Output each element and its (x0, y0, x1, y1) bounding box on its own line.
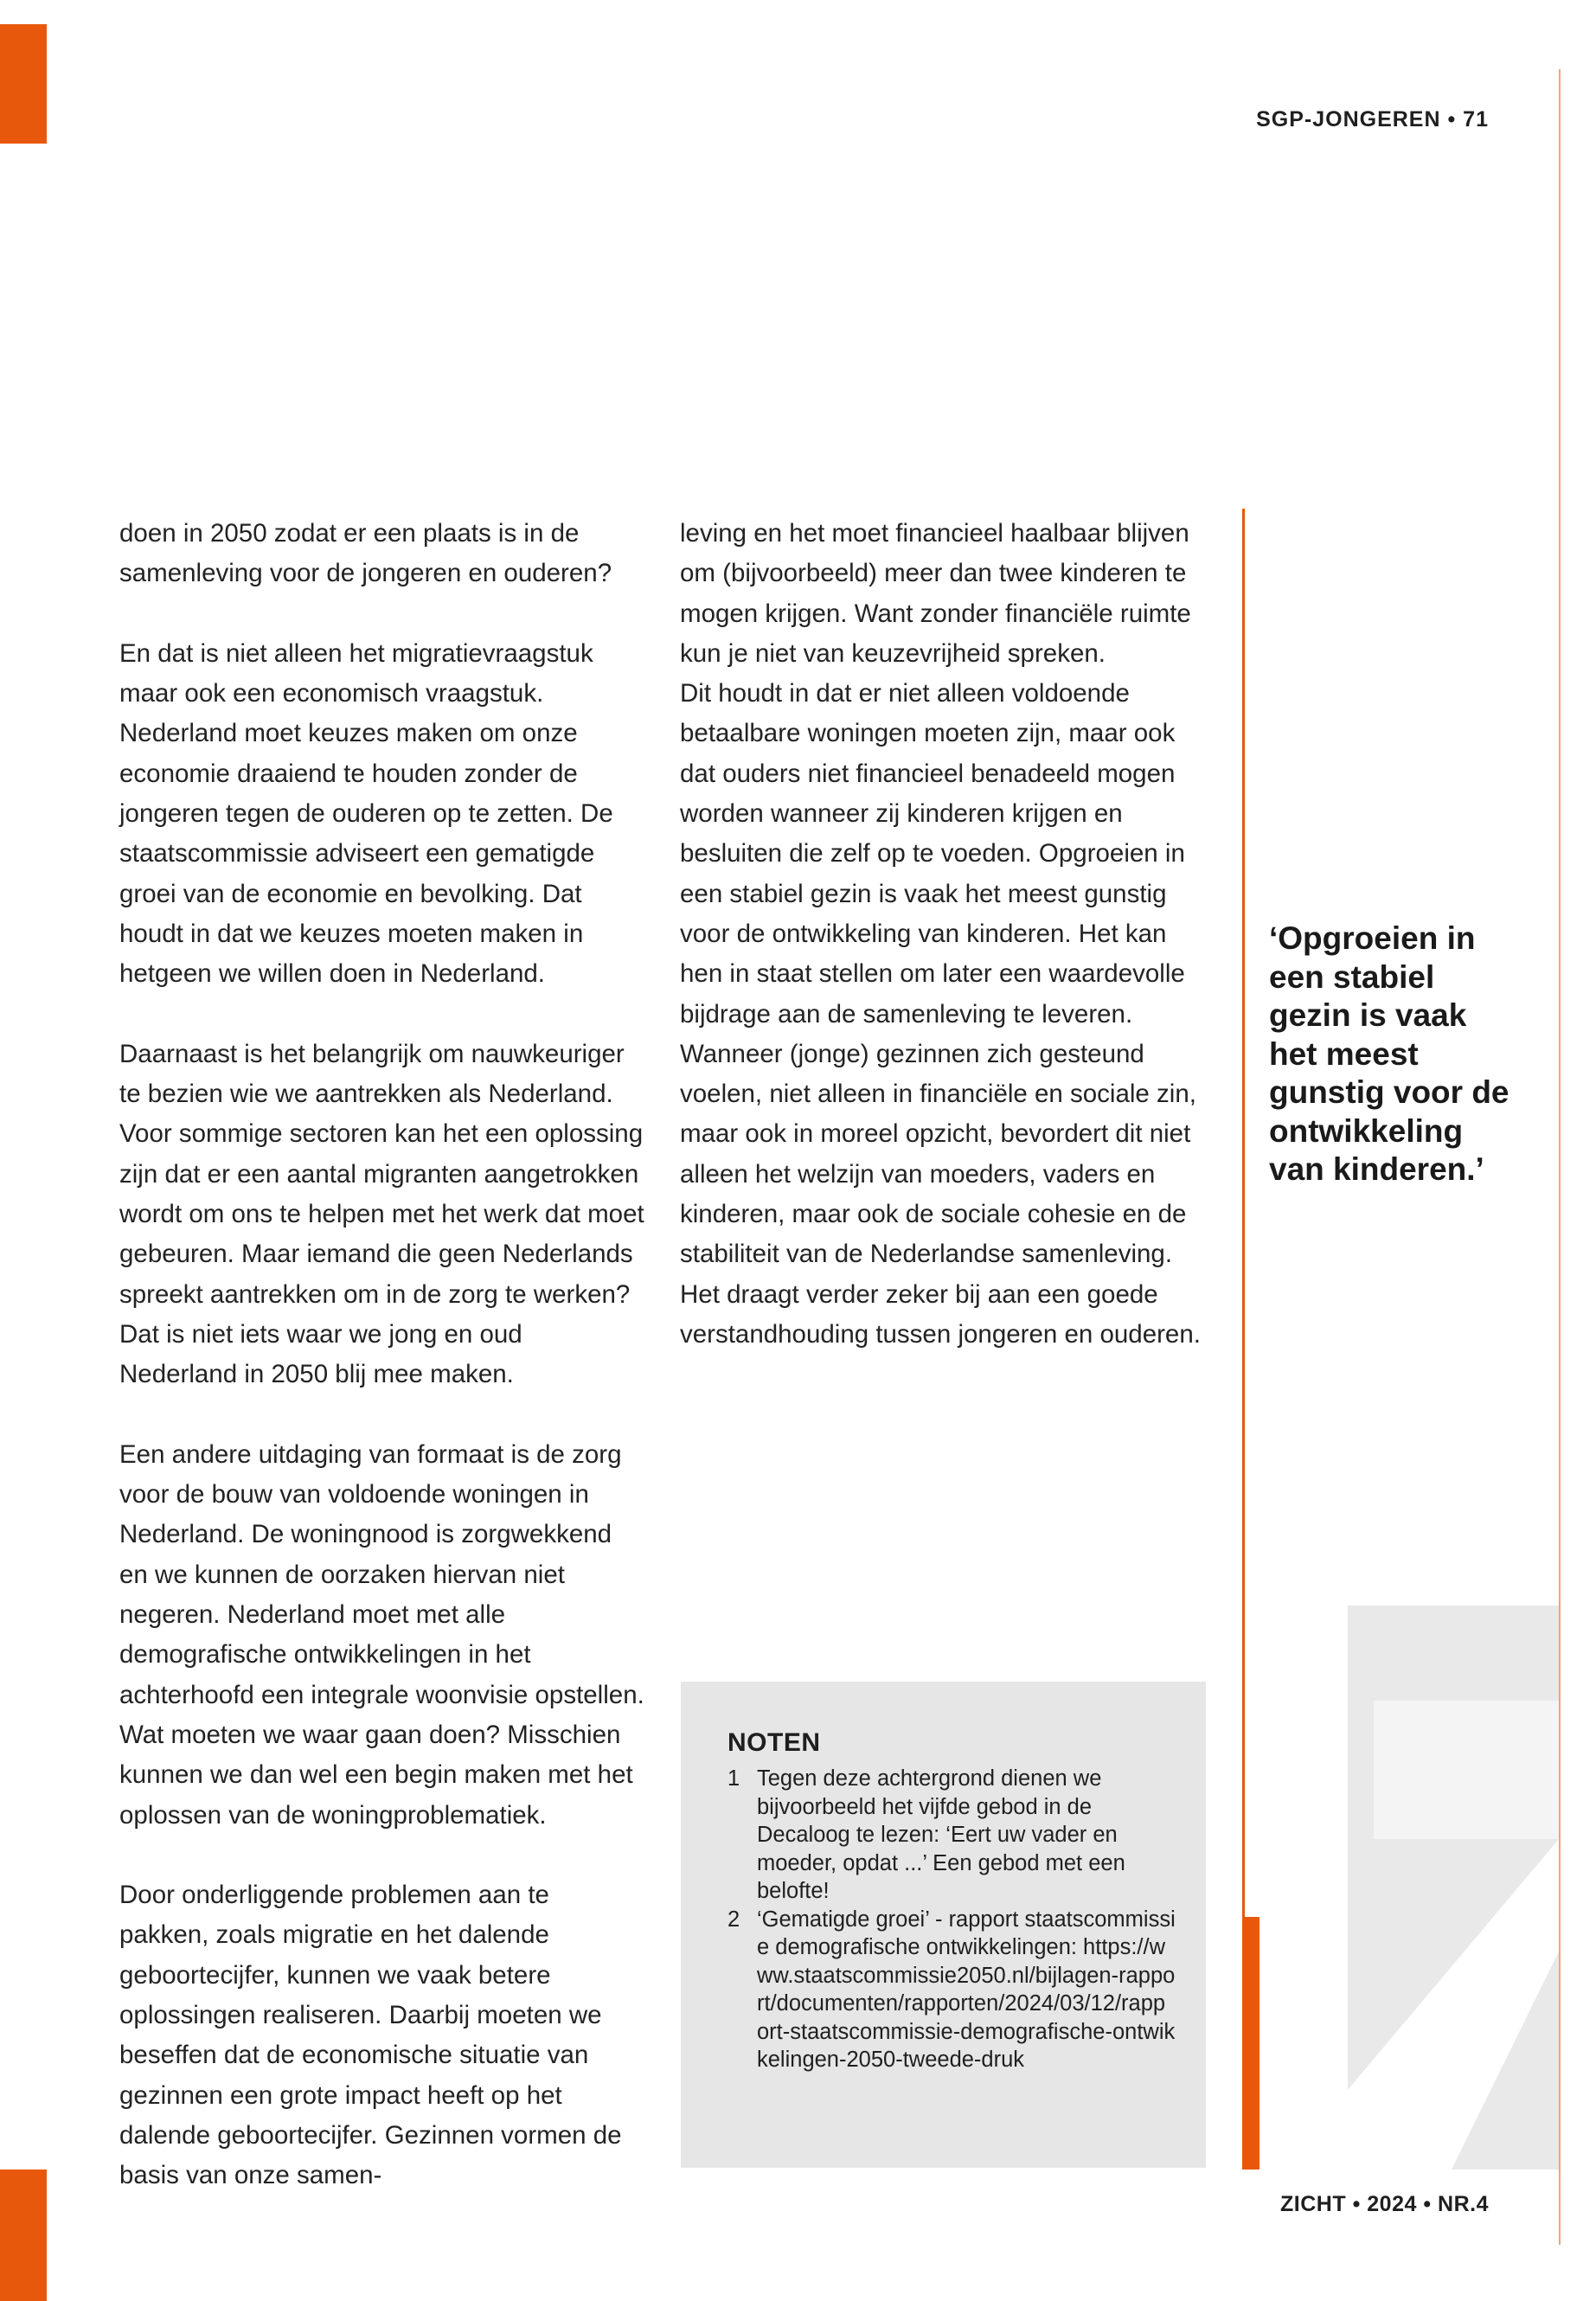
pull-quote: ‘Opgroeien in een stabiel gezin is vaak het meest gunstig voor de ontwikkeling van kinderen.’ (1269, 920, 1509, 1187)
notes-box (681, 1682, 1206, 2168)
note-number: 2 (727, 1907, 740, 1932)
accent-bar-bottom (0, 2170, 47, 2301)
paragraph: Dit houdt in dat er niet alleen voldoende betaalbare woningen moeten zijn, maar ook dat ouders niet financieel benadeeld mogen worden wanneer zij kinderen krijgen en besluiten die zelf op te voeden. Opgroeien in een stabiel gezin is vaak het meest gunstig voor de ontwikkeling van kinderen. Het kan hen in staat stellen om later een waardevolle bijdrage aan de samenleving te leveren. Wanneer (jonge) gezinnen zich gesteund voelen, niet alleen in financiële en sociale zin, maar ook in moreel opzicht, bevordert dit niet alleen het welzijn van moeders, vaders en kinderen, maar ook de sociale cohesie en de stabiliteit van de Nederlandse samenleving. Het draagt verder zeker bij aan een goede verstandhouding tussen jongeren en ouderen. (680, 679, 1201, 1349)
paragraph: En dat is niet alleen het migratievraagstuk maar ook een economisch vraagstuk. Nederland moet keuzes maken om onze economie draaiend te houden zonder de jongeren tegen de ouderen op te zetten. De staatscommissie adviseert een gematigde groei van de economie en bevolking. Dat houdt in dat we keuzes moeten maken in hetgeen we willen doen in Nederland. (119, 638, 613, 989)
paragraph: doen in 2050 zodat er een plaats is in de samenleving voor de jongeren en ouderen? (119, 519, 612, 588)
decorative-graphic (1348, 1606, 1559, 2170)
accent-bar-top (0, 24, 47, 144)
decorative-shape (1348, 1606, 1559, 2170)
note-text: Tegen deze achtergrond dienen we bijvoorbeeld het vijfde gebod in de Decaloog te lezen: ‘Eert uw vader en moeder, opdat ...’ Een gebod met een belofte! (757, 1766, 1125, 1903)
running-head: SGP-JONGEREN • 71 (1256, 107, 1489, 131)
note-item (727, 1765, 1177, 1906)
middle-column (680, 514, 1208, 1355)
paragraph: Daarnaast is het belangrijk om nauwkeuriger te bezien wie we aantrekken als Nederland. Voor sommige sectoren kan het een oplossing zijn dat er een aantal migranten aangetrokken wordt om ons te helpen met het werk dat moet gebeuren. Maar iemand die geen Nederlands spreekt aantrekken om in de zorg te werken? Dat is niet iets waar we jong en oud Nederland in 2050 blij mee maken. (119, 1039, 644, 1389)
margin-rule (1559, 69, 1561, 2245)
paragraph: Door onderliggende problemen aan te pakken, zoals migratie en het dalende geboortecijfer, kunnen we vaak betere oplossingen realiseren. Daarbij moeten we beseffen dat de economische situatie van gezinnen een grote impact heeft op het dalende geboortecijfer. Gezinnen vormen de basis van onze samen- (119, 1881, 622, 2190)
note-item (727, 1906, 1177, 2074)
notes-list (727, 1765, 1177, 2074)
note-number: 1 (727, 1766, 740, 1791)
notes-title: NOTEN (727, 1728, 821, 1757)
left-column (119, 514, 645, 2195)
note-text: ‘Gematigde groei’ - rapport staatscommissie demografische ontwikkelingen: https://www.staatscommissie2050.nl/bijlagen-rapport/documenten/rapporten/2024/03/12/rapport-staatscommissie-demografische-ontwikkelingen-2050-tweede-druk (757, 1907, 1176, 2072)
running-foot: ZICHT • 2024 • NR.4 (1280, 2192, 1489, 2216)
column-rule-accent (1242, 1917, 1259, 2170)
paragraph: Een andere uitdaging van formaat is de zorg voor de bouw van voldoende woningen in Nederland. De woningnood is zorgwekkend en we kunnen de oorzaken hiervan niet negeren. Nederland moet met alle demografische ontwikkelingen in het achterhoofd een integrale woonvisie opstellen. Wat moeten we waar gaan doen? Misschien kunnen we dan wel een begin maken met het oplossen van de woningproblematiek. (119, 1439, 644, 1830)
paragraph: leving en het moet financieel haalbaar blijven om (bijvoorbeeld) meer dan twee kinderen te mogen krijgen. Want zonder financiële ruimte kun je niet van keuzevrijheid spreken. (680, 519, 1191, 668)
